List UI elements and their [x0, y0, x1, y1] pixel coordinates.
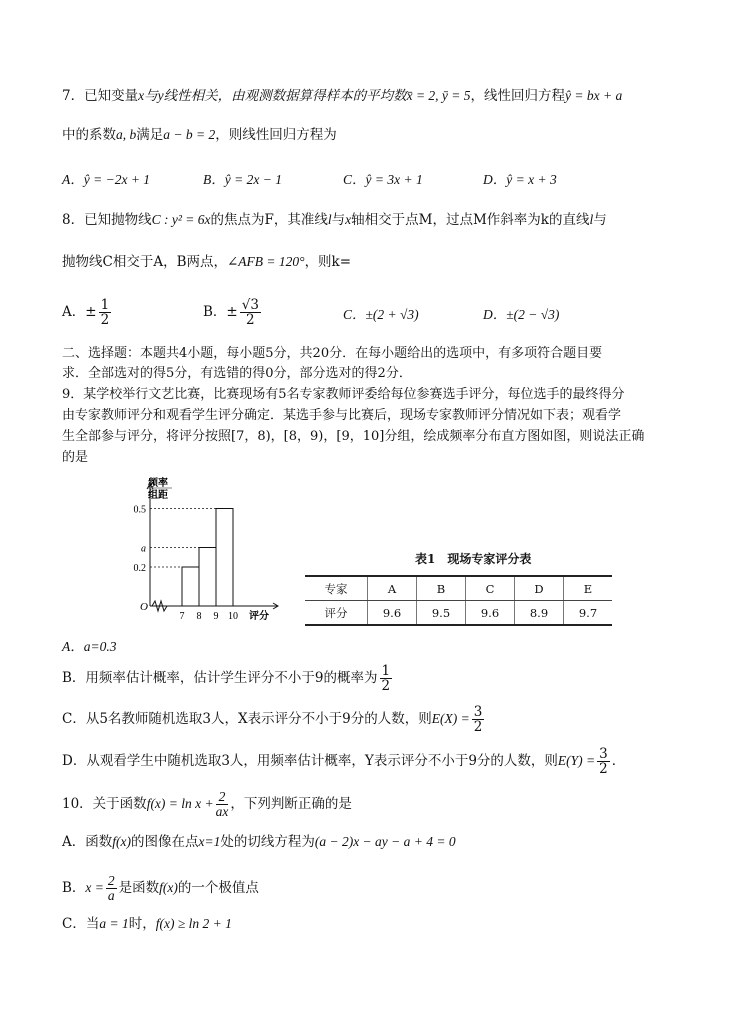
q7-text: 7．已知变量	[62, 88, 139, 104]
denominator: 2	[381, 678, 391, 694]
option-text: D．从观看学生中随机选取3人，用频率估计概率，Y表示评分不小于9分的人数，则	[62, 753, 558, 769]
table-cell: 9.6	[368, 601, 417, 626]
table-cell: 专家	[305, 576, 368, 601]
q8-stem-line2	[62, 252, 351, 272]
q8-text: 8．已知抛物线	[62, 212, 152, 228]
section2-line2: 求．全部选对的得5分，有选错的得0分，部分选对的得2分．	[62, 366, 412, 381]
q7-option-a[interactable]: A．ŷ = −2x + 1	[62, 172, 151, 187]
q7-option-b[interactable]: B．ŷ = 2x − 1	[203, 172, 282, 187]
option-label: A．±	[62, 304, 97, 320]
q8-option-b[interactable]	[203, 298, 263, 327]
table-cell: 8.9	[515, 601, 564, 626]
q8-var: l	[589, 212, 594, 227]
option-text: 的一个极值点	[177, 880, 259, 896]
option-text: ．	[611, 753, 626, 769]
y-tick-label: 0.2	[133, 563, 146, 574]
denominator: 2	[473, 719, 483, 735]
q10-option-c[interactable]	[62, 914, 232, 934]
fraction	[472, 705, 485, 734]
option-label: B．±	[203, 304, 238, 320]
denominator: 2	[599, 761, 608, 777]
y-tick-label: 0.5	[133, 504, 146, 516]
q8-var: l	[327, 212, 332, 227]
table-cell: 9.5	[417, 601, 466, 626]
y-axis-label-bottom: 组距	[148, 490, 168, 501]
q7-stem-line1	[62, 86, 622, 106]
q8-text: 与	[593, 212, 607, 228]
q7-condition: a − b = 2	[163, 127, 216, 142]
q8-option-c[interactable]: C．±(2 + √3)	[343, 307, 419, 322]
table-cell: 9.7	[564, 601, 613, 626]
q8-option-a[interactable]	[62, 298, 113, 327]
histogram-bar	[182, 567, 199, 606]
denominator: 2	[100, 312, 110, 328]
y-tick-label: a	[141, 543, 146, 555]
fraction	[380, 664, 393, 693]
x-tick-label: 9	[213, 611, 219, 622]
q8-var: x	[345, 212, 352, 227]
expectation-expr: E(Y) =	[557, 753, 596, 768]
x-tick-label: 10	[228, 611, 238, 622]
numerator: 1	[100, 297, 110, 313]
q8-parabola: C : y² = 6x	[151, 212, 211, 227]
q8-text: 轴相交于点M，过点M作斜率为k的直线	[351, 212, 590, 228]
q9-stem-line3: 生全部参与评分，将评分按照[7，8)，[8，9)，[9，10]分组，绘成频率分布直方图如图，则说法正确	[62, 429, 645, 444]
table-header-row	[305, 576, 612, 601]
q8-option-d[interactable]: D．±(2 − √3)	[483, 307, 560, 322]
option-math: (a − 2)x − ay − a + 4 = 0	[314, 834, 456, 849]
numerator: 1	[381, 663, 391, 679]
numerator: 2	[216, 790, 229, 805]
x-tick-label: 7	[179, 611, 185, 622]
option-text: B．用频率估计概率，估计学生评分不小于9的概率为	[62, 670, 378, 686]
table-cell: 评分	[305, 601, 368, 626]
fraction	[99, 298, 112, 327]
option-text: 的图像在点	[130, 834, 199, 850]
option-math: a = 1	[99, 916, 129, 931]
option-text: 是函数	[118, 880, 160, 896]
option-text: A．a=0.3	[62, 639, 117, 654]
q9-option-c[interactable]	[62, 705, 486, 734]
histogram-bar	[199, 548, 216, 607]
q7-option-c[interactable]: C．ŷ = 3x + 1	[343, 172, 423, 187]
q7-text: ，则线性回归方程为	[215, 127, 337, 143]
q7-mean-values: x̄ = 2, ȳ = 5	[406, 88, 471, 103]
q7-text: 中的系数	[62, 127, 116, 143]
table-cell: C	[466, 576, 515, 601]
numerator: 2	[107, 873, 115, 888]
denominator: 2	[246, 312, 255, 328]
q7-stem-line2	[62, 125, 337, 145]
q9-stem-line2: 由专家教师评分和观看学生评分确定．某选手参与比赛后，现场专家教师评分情况如下表；观看学	[62, 408, 622, 423]
q9-stem-line4: 的是	[62, 450, 89, 465]
q8-angle: ∠AFB = 120°	[227, 254, 305, 269]
q7-text: ，线性回归方程	[470, 88, 566, 104]
expectation-expr: E(X) =	[431, 711, 470, 726]
q7-option-d[interactable]: D．ŷ = x + 3	[483, 172, 557, 187]
q8-text: 与	[331, 212, 346, 228]
option-text: C．从5名教师随机选取3人，X表示评分不小于9分的人数，则	[62, 711, 432, 727]
q7-coefficients: a, b	[116, 127, 137, 142]
option-math: f(x) ≥ ln 2 + 1	[155, 916, 232, 931]
numerator: 3	[599, 746, 608, 762]
q10-text: ，下列判断正确的是	[230, 796, 352, 812]
table-cell: E	[564, 576, 613, 601]
table-cell: A	[368, 576, 417, 601]
table-row	[305, 601, 612, 626]
fraction	[216, 790, 229, 819]
section2-line1: 二、选择题：本题共4小题，每小题5分，共20分．在每小题给出的选项中，有多项符合题目要	[62, 346, 603, 361]
numerator: √3	[241, 297, 259, 313]
option-text: C．当	[62, 916, 100, 932]
denominator: a	[107, 888, 115, 903]
frequency-histogram	[128, 474, 288, 624]
q10-option-b[interactable]	[62, 874, 259, 903]
q7-text: 满足	[136, 127, 164, 143]
x-tick-label: 8	[196, 611, 202, 622]
q8-text: 的焦点为F，其准线	[210, 212, 328, 228]
option-text: 时，	[128, 916, 156, 932]
denominator: ax	[215, 804, 229, 819]
q7-regression-equation: ŷ = bx + a	[565, 88, 623, 103]
table-cell: 9.6	[466, 601, 515, 626]
fraction	[240, 298, 261, 327]
q9-option-b[interactable]	[62, 664, 394, 693]
table-cell: B	[417, 576, 466, 601]
option-math: x=1	[198, 834, 221, 849]
numerator: 3	[473, 704, 483, 720]
option-text: A．函数	[62, 834, 113, 850]
q8-text: ，则k=	[304, 254, 352, 270]
q7-text: x与y线性相关，由观测数据算得样本的平均数	[138, 88, 407, 103]
option-text: B．	[62, 880, 86, 896]
table-cell: D	[515, 576, 564, 601]
table1-caption: 表1 现场专家评分表	[415, 552, 532, 566]
q8-stem-line1	[62, 210, 607, 230]
expert-score-table	[305, 575, 612, 626]
option-math: x =	[85, 880, 104, 895]
q8-text: 抛物线C相交于A，B两点，	[62, 254, 227, 270]
q10-option-a[interactable]	[62, 832, 456, 852]
option-math: f(x)	[112, 834, 131, 849]
q9-option-a[interactable]	[62, 637, 116, 657]
y-axis-label-top: 频率	[148, 478, 168, 489]
q9-stem-line1: 9．某学校举行文艺比赛，比赛现场有5名专家教师评委给每位参赛选手评分，每位选手的最终得分	[62, 387, 625, 402]
q10-function: f(x) = ln x +	[146, 796, 214, 811]
q10-text: 10．关于函数	[62, 796, 147, 812]
q10-stem	[62, 790, 352, 819]
option-text: 处的切线方程为	[220, 834, 315, 850]
histogram-bar	[216, 509, 233, 607]
fraction	[597, 747, 610, 776]
x-axis-label: 评分	[249, 611, 269, 622]
q9-option-d[interactable]	[62, 747, 625, 776]
fraction	[106, 874, 117, 903]
option-math: f(x)	[159, 880, 178, 895]
origin-label: O	[140, 601, 148, 613]
